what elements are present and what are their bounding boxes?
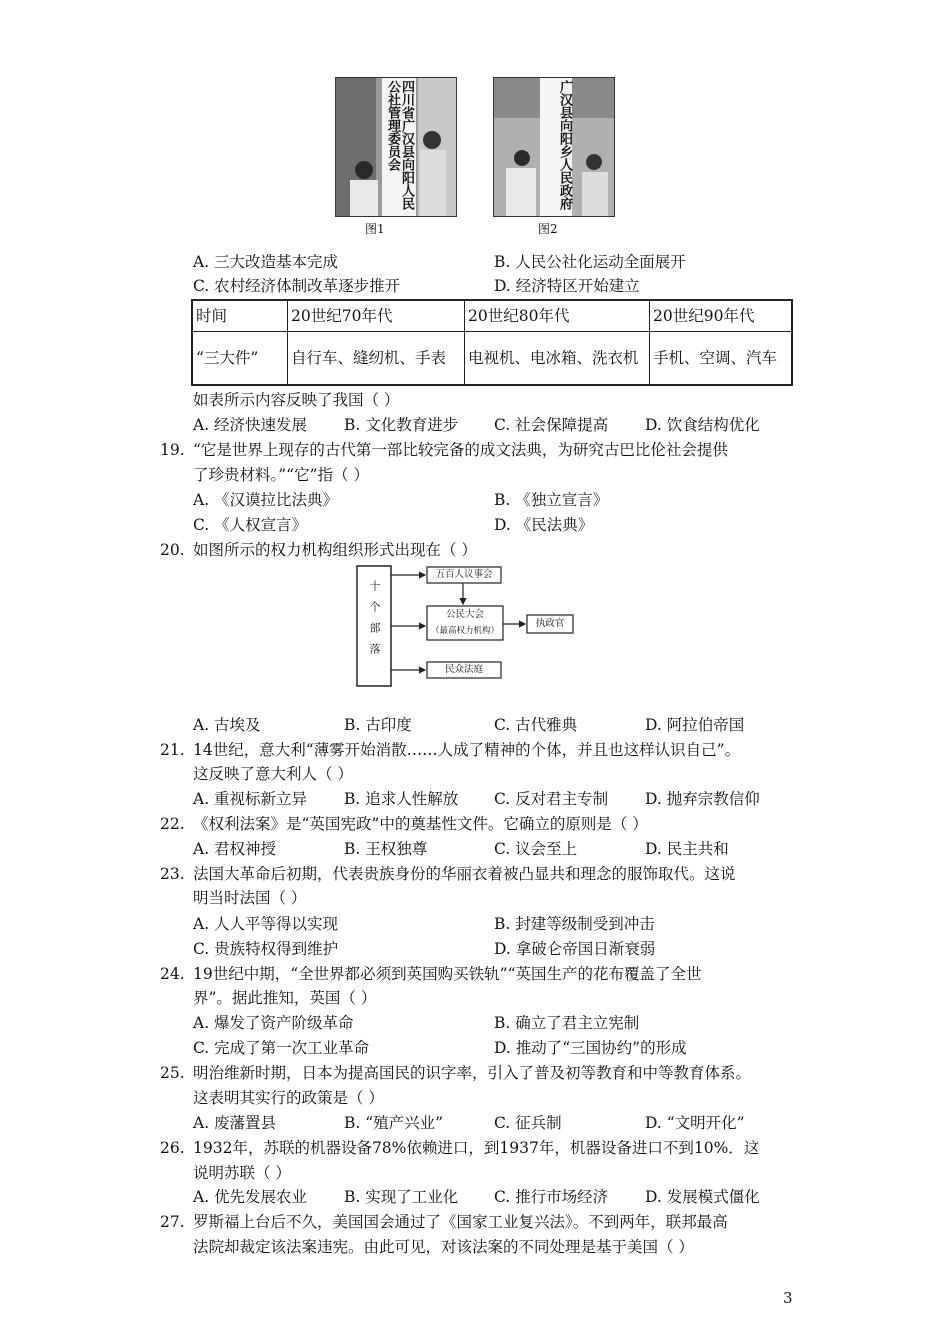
q26-option-a: A. 优先发展农业	[193, 1188, 308, 1206]
question-number: 26.	[160, 1139, 185, 1157]
q25-option-a: A. 废藩置县	[193, 1114, 277, 1132]
q20-option-a: A. 古埃及	[193, 716, 261, 734]
q20-line-1	[160, 538, 477, 562]
table-header-cell: 20世纪90年代	[650, 300, 793, 332]
q27-line-2: 法院却裁定该法案违宪。由此可见，对该法案的不同处理是基于美国（ ）	[193, 1238, 694, 1256]
q23-text-1: 法国大革命后初期，代表贵族身份的华丽衣着被凸显共和理念的服饰取代。这说	[193, 865, 736, 883]
q25-option-b: B. “殖产兴业”	[344, 1114, 444, 1132]
table-row	[192, 332, 792, 386]
q23-option-b: B. 封建等级制受到冲击	[494, 915, 655, 933]
q18-option-b: B. 文化教育进步	[344, 416, 459, 434]
q27-text-1: 罗斯福上台后不久，美国国会通过了《国家工业复兴法》。不到两年，联邦最高	[193, 1213, 728, 1231]
diagram-council-500: 五百人议事会	[435, 569, 493, 580]
q24-option-b: B. 确立了君主立宪制	[494, 1014, 640, 1032]
q23-option-a: A. 人人平等得以实现	[193, 915, 339, 933]
q19-line-1	[160, 438, 728, 462]
q25-option-d: D. “文明开化”	[645, 1114, 745, 1132]
q19-option-a: A. 《汉谟拉比法典》	[193, 491, 339, 509]
q24-option-c: C. 完成了第一次工业革命	[193, 1039, 370, 1057]
q24-option-a: A. 爆发了资产阶级革命	[193, 1014, 354, 1032]
figure-2-photo	[493, 77, 615, 217]
q17-option-c: C. 农村经济体制改革逐步推开	[193, 277, 401, 295]
q21-text-1: 14世纪，意大利“薄雾开始消散……人成了精神的个体，并且也这样认识自己”。	[193, 741, 741, 759]
q25-text-1: 明治维新时期，日本为提高国民的识字率，引入了普及初等教育和中等教育体系。	[193, 1064, 752, 1082]
q19-option-b: B. 《独立宣言》	[494, 491, 609, 509]
q20-option-c: C. 古代雅典	[494, 716, 578, 734]
diagram-court: 民众法庭	[444, 664, 483, 675]
q21-line-1	[160, 738, 740, 762]
q19-option-c: C. 《人权宣言》	[193, 516, 308, 534]
q18-option-a: A. 经济快速发展	[193, 416, 308, 434]
figure-1-photo	[335, 77, 457, 217]
figure-2-sign: 广汉县向阳乡人民政府	[557, 80, 572, 210]
athens-power-diagram	[355, 560, 595, 690]
q21-option-c: C. 反对君主专制	[494, 790, 609, 808]
q22-option-d: D. 民主共和	[645, 840, 729, 858]
q24-line-2: 界”。据此推知，英国（ ）	[193, 989, 377, 1007]
diagram-tribes: 十个部落	[368, 580, 381, 664]
q20-option-b: B. 古印度	[344, 716, 412, 734]
q22-option-b: B. 王权独尊	[344, 840, 428, 858]
q26-text-1: 1932年，苏联的机器设备78%依赖进口，到1937年，机器设备进口不到10%．这	[193, 1139, 760, 1157]
q27-line-1	[160, 1210, 728, 1234]
q22-line-1	[160, 812, 648, 836]
q23-option-d: D. 拿破仑帝国日渐衰弱	[494, 940, 656, 958]
q24-option-d: D. 推动了“三国协约”的形成	[494, 1039, 687, 1057]
q25-line-1	[160, 1061, 751, 1085]
q20-stem: 如图所示的权力机构组织形式出现在（ ）	[193, 541, 477, 559]
table-header-cell: 20世纪70年代	[288, 300, 465, 332]
table-header-cell: 20世纪80年代	[465, 300, 650, 332]
q21-option-b: B. 追求人性解放	[344, 790, 459, 808]
q23-option-c: C. 贵族特权得到维护	[193, 940, 339, 958]
q17-option-d: D. 经济特区开始建立	[494, 277, 640, 295]
question-number: 21.	[160, 741, 185, 759]
q20-option-d: D. 阿拉伯帝国	[645, 716, 745, 734]
table-cell: 手机、空调、汽车	[650, 332, 793, 386]
q23-line-2: 明当时法国（ ）	[193, 889, 307, 907]
table-cell: 自行车、缝纫机、手表	[288, 332, 465, 386]
q19-text-1: “它是世界上现存的古代第一部比较完备的成文法典，为研究古巴比伦社会提供	[193, 441, 728, 459]
q24-text-1: 19世纪中期，“全世界都必须到英国购买铁轨”“英国生产的花布覆盖了全世	[193, 965, 702, 983]
question-number: 27.	[160, 1213, 185, 1231]
consumer-goods-table	[191, 299, 793, 386]
q17-option-b: B. 人民公社化运动全面展开	[494, 253, 686, 271]
q21-option-d: D. 抛弃宗教信仰	[645, 790, 760, 808]
q18-option-d: D. 饮食结构优化	[645, 416, 760, 434]
figure-1-sign: 四川省广汉县向阳人民公社管理委员会	[385, 80, 414, 210]
question-number: 20.	[160, 541, 185, 559]
diagram-assembly: 公民大会	[445, 609, 484, 620]
q22-stem: 《权利法案》是“英国宪政”中的奠基性文件。它确立的原则是（ ）	[193, 815, 648, 833]
figure-2-caption: 图2	[538, 222, 558, 236]
q25-option-c: C. 征兵制	[494, 1114, 562, 1132]
table-header-cell: 时间	[192, 300, 288, 332]
q22-option-c: C. 议会至上	[494, 840, 578, 858]
diagram-archon: 执政官	[535, 618, 565, 629]
q24-line-1	[160, 962, 702, 986]
table-cell: “三大件”	[192, 332, 288, 386]
q19-option-d: D. 《民法典》	[494, 516, 594, 534]
table-cell: 电视机、电冰箱、洗衣机	[465, 332, 650, 386]
q17-option-a: A. 三大改造基本完成	[193, 253, 339, 271]
q18-option-c: C. 社会保障提高	[494, 416, 609, 434]
q22-option-a: A. 君权神授	[193, 840, 277, 858]
question-number: 25.	[160, 1064, 185, 1082]
q23-line-1	[160, 862, 736, 886]
q26-line-2: 说明苏联（ ）	[193, 1164, 291, 1182]
page-number: 3	[783, 1289, 793, 1307]
q25-line-2: 这表明其实行的政策是（ ）	[193, 1089, 384, 1107]
question-number: 19.	[160, 441, 185, 459]
q26-option-c: C. 推行市场经济	[494, 1188, 609, 1206]
question-number: 23.	[160, 865, 185, 883]
q26-option-b: B. 实现了工业化	[344, 1188, 459, 1206]
figure-1-caption: 图1	[365, 222, 385, 236]
q18-stem: 如表所示内容反映了我国（ ）	[193, 391, 400, 409]
question-number: 24.	[160, 965, 185, 983]
table-header-row	[192, 300, 792, 332]
q26-option-d: D. 发展模式僵化	[645, 1188, 760, 1206]
q21-option-a: A. 重视标新立异	[193, 790, 308, 808]
q21-line-2: 这反映了意大利人（ ）	[193, 765, 353, 783]
diagram-assembly-sub: （最高权力机构）	[430, 626, 499, 636]
q26-line-1	[160, 1136, 759, 1160]
question-number: 22.	[160, 815, 185, 833]
q19-line-2: 了珍贵材料。”“它”指（ ）	[193, 466, 369, 484]
